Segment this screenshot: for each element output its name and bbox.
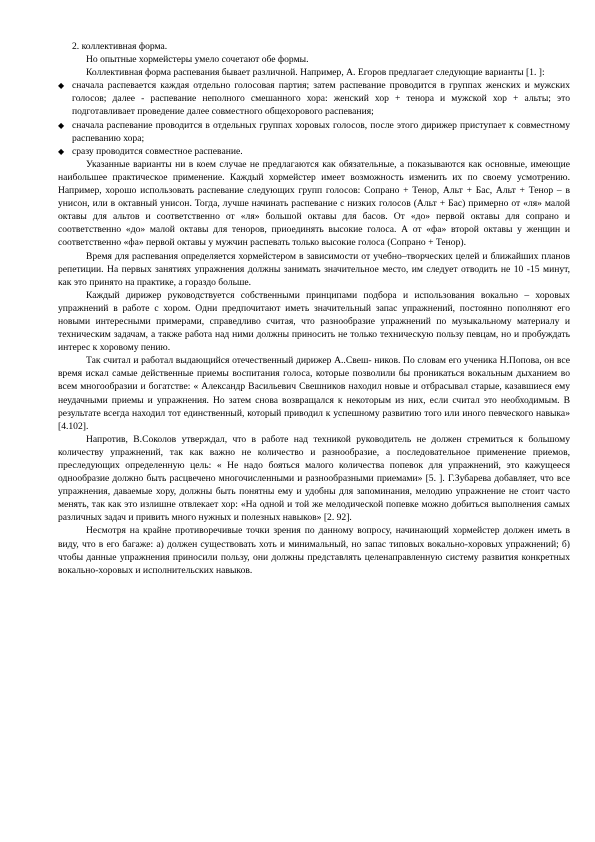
paragraph-despite: Несмотря на крайне противоречивые точки зрения по данному вопросу, начинающий хормейстер должен иметь в виду, что в его багаже: а) должен существовать хоть и минимальный, но запас типовых вокально-хоровых упражнений; б) чтобы данные упражнения приносили пользу, они должны представлять целенаправленную систему развития конкретных вокально-хоровых и исполнительских навыков. bbox=[58, 525, 570, 576]
bullet-item bbox=[58, 119, 570, 145]
bullet-icon: ◆ bbox=[58, 146, 65, 156]
paragraph-sveshnikov: Так считал и работал выдающийся отечественный дирижер А..Свеш- ников. По словам его ученика Н.Попова, он все время искал самые действенные приемы воспитания голоса, которые позволили бы проникаться вокальным дыханием во всем многообразии и богатстве: « Александр Васильевич Свешников находил новые и отбрасывал старые, казавшиеся ему неудачными приемы и упражнения. Но затем снова возвращался к некоторым из них, если считал это необходимым. В результате всегда находил тот единственный, который приводил к успешному развитию того или иного певческого навыка» [4.102]. bbox=[58, 355, 570, 432]
paragraph-time: Время для распевания определяется хормейстером в зависимости от учебно–творческих целей и ближайших планов репетиции. На первых занятиях упражнения должны занимать значительное место, им следует отводить не 10 -15 минут, как это принято на практике, а гораздо больше. bbox=[58, 250, 570, 288]
bullet-text: сначала распевается каждая отдельно голосовая партия; затем распевание проводится в группах женских и мужских голосов; далее - распевание неполного смешанного хора: женский хор + тенора и мужской хор + альты; это подготавливает проведение далее совместного общехорового распевания; bbox=[72, 80, 570, 118]
document-page bbox=[58, 40, 570, 577]
list-item-collective-form: 2. коллективная форма. bbox=[72, 41, 168, 52]
paragraph-collective-variants: Коллективная форма распевания бывает различной. Например, А. Егоров предлагает следующие варианты [1. ]: bbox=[86, 67, 545, 79]
paragraph-both-forms: Но опытные хормейстеры умело сочетают обе формы. bbox=[86, 54, 309, 66]
bullet-text: сразу проводится совместное распевание. bbox=[72, 145, 243, 157]
bullet-text: сначала распевание проводится в отдельных группах хоровых голосов, после этого дирижер приступает к совместному распеванию хора; bbox=[72, 119, 570, 144]
paragraph-sokolov: Напротив, В.Соколов утверждал, что в работе над техникой руководитель не должен стремиться к большому количеству упражнений, так как важно не количество и разнообразие, а последовательное применение приемов, преследующих определенную цель: « Не надо бояться малого количества попевок для упражнений, это кажущееся однообразие должно быть расцвечено многочисленными и разнообразными приемами» [5. ]. Г.Зубарева добавляет, что все упражнения, даваемые хору, должны быть понятны ему и удобны для запоминания, мелодию упражнение не стоит часто менять, так как это излишне отвлекает хор: «На одной и той же мелодической попевке можно добиться выполнения самых различных задач и привить много нужных и полезных навыков» [2. 92]. bbox=[58, 433, 570, 524]
bullet-item bbox=[58, 145, 570, 158]
paragraph-conductor: Каждый дирижер руководствуется собственными принципами подбора и использования вокально – хоровых упражнений в работе с хором. Одни предпочитают иметь значительный запас упражнений, постоянно пополняют его новыми интересными примерами, справедливо считая, что разнообразие упражнений по музыкальному материалу и техническим задачам, а также работа над ними должны приносить не только техническую пользу певцам, но и пробуждать интерес к хоровому пению. bbox=[58, 289, 570, 354]
bullet-icon: ◆ bbox=[58, 81, 65, 91]
bullet-item bbox=[58, 79, 570, 118]
bullet-icon: ◆ bbox=[58, 120, 65, 130]
paragraph-variants: Указанные варианты ни в коем случае не предлагаются как обязательные, а показываются как основные, имеющие наибольшее практическое применение. Каждый хормейстер имеет возможность изменить их по своему усмотрению. Например, хорошо использовать распевание следующих групп голосов: Сопрано + Тенор, Альт + Бас, Альт + Тенор – в унисон, или в октавный унисон. Тогда, лучше начинать распевание с низких голосов (Альт + Бас) примерно от «ля» малой октавы для альтов и соответственно от «ля» большой октавы для басов. От «до» первой октавы для сопрано и соответственно «до» малой октавы для теноров, приоединять высокие голоса. А от «фа» второй октавы у женщин и соответственно «фа» первой октавы у мужчин распевать только высокие голоса (Сопрано + Тенор). bbox=[58, 158, 570, 249]
